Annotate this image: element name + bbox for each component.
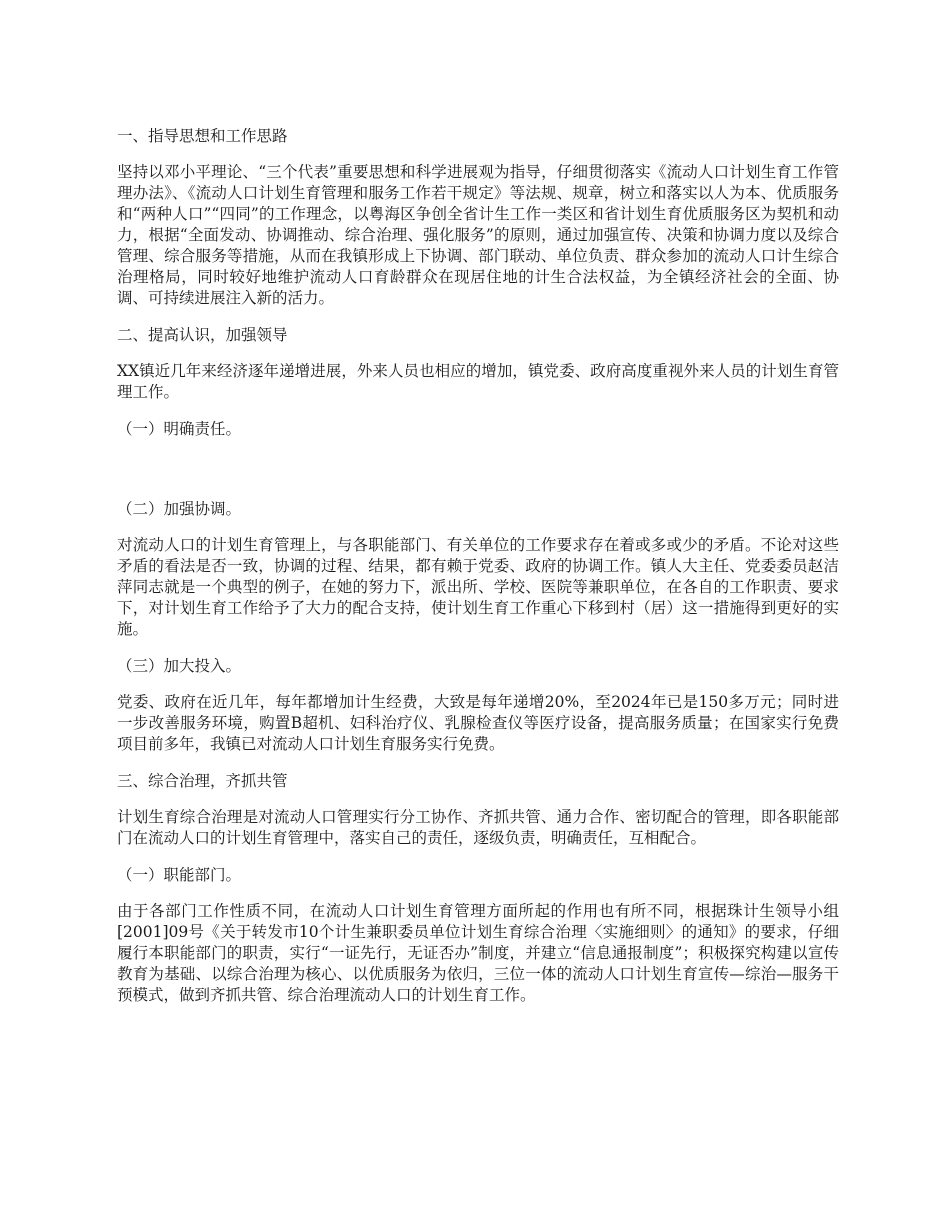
section-1-paragraph: 坚持以邓小平理论、“三个代表”重要思想和科学进展观为指导，仔细贯彻落实《流动人口计划生育工作管理办法》、《流动人口计划生育管理和服务工作若干规定》等法规、规章，树立和落实以人为本、优质服务和“两种人口”“四同”的工作理念，以粤海区争创全省计生工作一类区和省计划生育优质服务区为契机和动力，根据“全面发动、协调推动、综合治理、强化服务”的原则，通过加强宣传、决策和协调力度以及综合管理、综合服务等措施，从而在我镇形成上下协调、部门联动、单位负责、群众参加的流动人口计生综合治理格局，同时较好地维护流动人口育龄群众在现居住地的计生合法权益，为全镇经济社会的全面、协调、可持续进展注入新的活力。 <box>117 163 839 307</box>
section-3-heading: 三、综合治理，齐抓共管 <box>117 772 288 790</box>
section-2-sub-2-paragraph: 对流动人口的计划生育管理上，与各职能部门、有关单位的工作要求存在着或多或少的矛盾。不论对这些矛盾的看法是否一致，协调的过程、结果，都有赖于党委、政府的协调工作。镇人大主任、党委委员赵洁萍同志就是一个典型的例子，在她的努力下，派出所、学校、医院等兼职单位，在各自的工作职责、要求下，对计划生育工作给予了大力的配合支持，使计划生育工作重心下移到村（居）这一措施得到更好的实施。 <box>117 536 839 638</box>
section-3-sub-1-paragraph: 由于各部门工作性质不同，在流动人口计划生育管理方面所起的作用也有所不同，根据珠计生领导小组[2001]09号《关于转发市10个计生兼职委员单位计划生育综合治理〈实施细则〉的通知》的要求，仔细履行本职能部门的职责，实行“一证先行，无证否办”制度，并建立“信息通报制度”；积极探究构建以宣传教育为基础、以综合治理为核心、以优质服务为依归，三位一体的流动人口计划生育宣传—综治—服务干预模式，做到齐抓共管、综合治理流动人口的计划生育工作。 <box>117 902 839 1004</box>
section-2-sub-3-paragraph: 党委、政府在近几年，每年都增加计生经费，大致是每年递增20%，至2024年已是150多万元；同时进一步改善服务环境，购置B超机、妇科治疗仪、乳腺检查仪等医疗设备，提高服务质量；在国家实行免费项目前多年，我镇已对流动人口计划生育服务实行免费。 <box>117 693 839 753</box>
section-3-sub-1-heading: （一）职能部门。 <box>117 866 242 884</box>
section-3-paragraph: 计划生育综合治理是对流动人口管理实行分工协作、齐抓共管、通力合作、密切配合的管理，即各职能部门在流动人口的计划生育管理中，落实自己的责任，逐级负责，明确责任，互相配合。 <box>117 808 839 847</box>
section-2-heading: 二、提高认识，加强领导 <box>117 326 288 344</box>
section-2-sub-3-heading: （三）加大投入。 <box>117 657 242 675</box>
blank-gap <box>117 455 839 499</box>
section-2-paragraph: XX镇近几年来经济逐年递增进展，外来人员也相应的增加，镇党委、政府高度重视外来人员的计划生育管理工作。 <box>117 362 839 401</box>
section-2-sub-2-heading: （二）加强协调。 <box>117 500 242 518</box>
section-2-sub-1-heading: （一）明确责任。 <box>117 420 242 438</box>
document-body <box>117 126 839 1022</box>
section-1-heading: 一、指导思想和工作思路 <box>117 127 288 145</box>
